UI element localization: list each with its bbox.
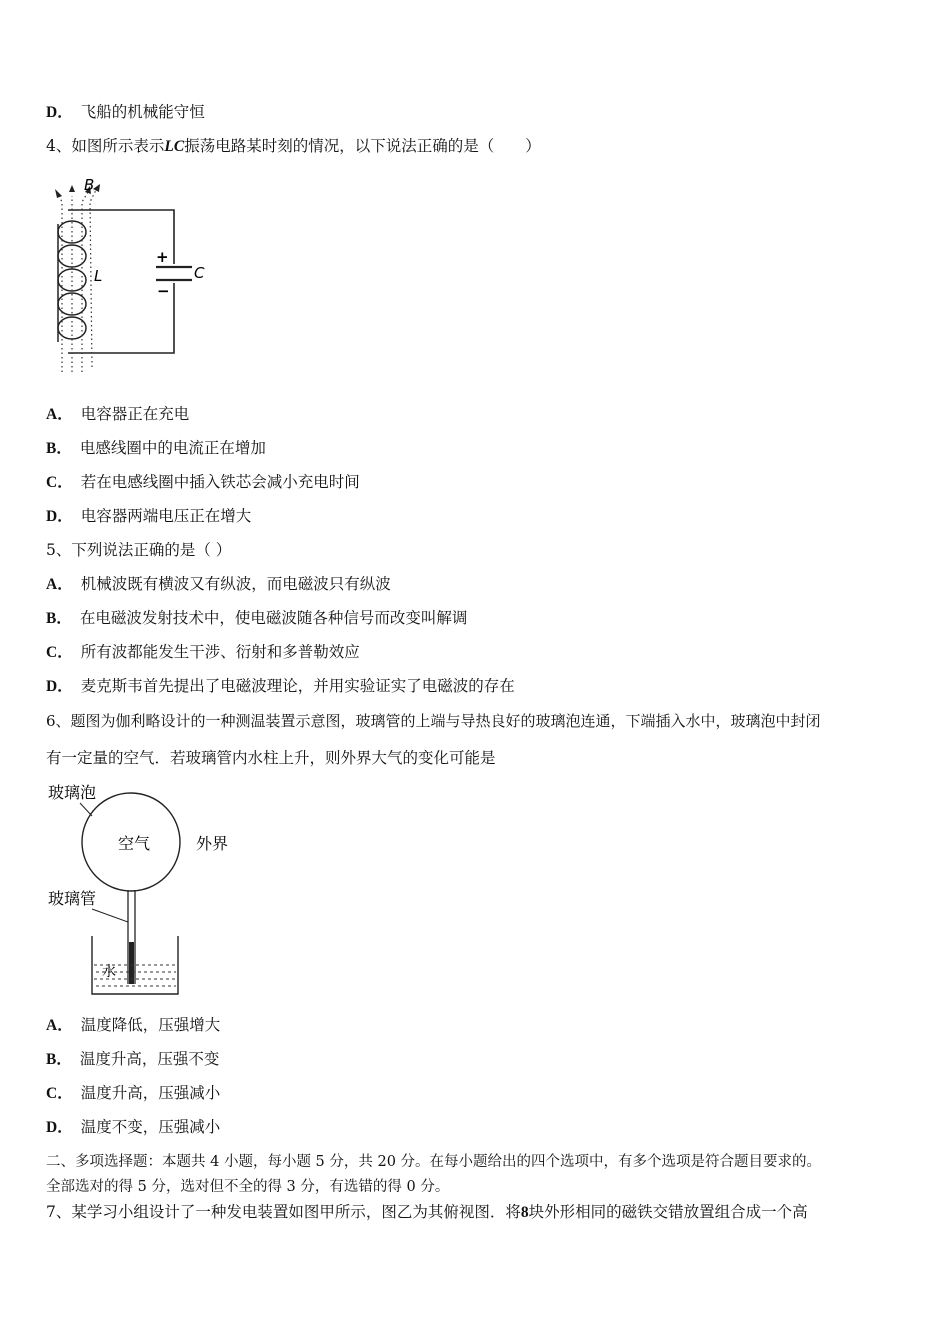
option-label: B．: [46, 440, 72, 457]
q4-option-d: [46, 506, 251, 527]
option-text: 麦克斯韦首先提出了电磁波理论，并用实验证实了电磁波的存在: [80, 677, 515, 695]
q7-stem-pre: 7、某学习小组设计了一种发电装置如图甲所示，图乙为其俯视图．将: [46, 1203, 521, 1221]
q4-stem-pre: 4、如图所示表示: [46, 137, 165, 155]
option-text: 温度不变，压强减小: [80, 1118, 221, 1136]
air-label: 空气: [118, 834, 151, 853]
q6-option-a: [46, 1015, 220, 1036]
section2-line1: 二、多项选择题：本题共 4 小题，每小题 5 分，共 20 分。在每小题给出的四个选项中，有多个选项是符合题目要求的。: [46, 1154, 822, 1170]
q4-stem-lc: LC: [164, 138, 185, 155]
outside-label: 外界: [196, 834, 229, 853]
option-text: 温度升高，压强不变: [79, 1050, 220, 1068]
option-label: D．: [46, 508, 73, 525]
option-label: C．: [46, 644, 73, 661]
option-text: 在电磁波发射技术中，使电磁波随各种信号而改变叫解调: [79, 609, 468, 627]
bulb-label: 玻璃泡: [48, 783, 97, 802]
q6-option-c: [46, 1083, 220, 1104]
option-label: A．: [46, 576, 73, 593]
thermometer-figure: [44, 776, 254, 1001]
option-label: C．: [46, 474, 73, 491]
option-text: 温度升高，压强减小: [80, 1084, 221, 1102]
q4-stem-post: 振荡电路某时刻的情况，以下说法正确的是（ ）: [184, 137, 541, 155]
label-l: L: [94, 267, 103, 285]
q5-option-c: [46, 642, 360, 663]
q6-option-b: [46, 1049, 219, 1070]
q4-option-a: [46, 404, 189, 425]
q6-stem-line2: 有一定量的空气．若玻璃管内水柱上升，则外界大气的变化可能是: [46, 749, 496, 767]
label-b: B: [84, 176, 95, 194]
option-label: B．: [46, 1051, 72, 1068]
label-c: C: [194, 264, 205, 282]
q4-option-b: [46, 438, 266, 459]
option-text: 机械波既有横波又有纵波，而电磁波只有纵波: [80, 575, 391, 593]
section2-line2: 全部选对的得 5 分，选对但不全的得 3 分，有选错的得 0 分。: [46, 1179, 450, 1195]
q6-stem-line1: 6、题图为伽利略设计的一种测温装置示意图，玻璃管的上端与导热良好的玻璃泡连通，下端插入水中，玻璃泡中封闭: [46, 712, 821, 730]
q7-stem-num: 8: [520, 1204, 529, 1221]
option-text: 电感线圈中的电流正在增加: [79, 439, 266, 457]
option-text: 飞船的机械能守恒: [80, 103, 205, 121]
magnetic-field-lines: [58, 190, 96, 372]
minus-sign: −: [157, 282, 170, 300]
plus-sign: +: [156, 248, 169, 266]
q5-option-d: [46, 676, 515, 697]
q7-stem: [46, 1202, 808, 1223]
q6-option-d: [46, 1117, 220, 1138]
option-label: A．: [46, 1017, 73, 1034]
option-text: 电容器两端电压正在增大: [80, 507, 252, 525]
q4-stem: [46, 136, 541, 157]
option-text: 温度降低，压强增大: [80, 1016, 221, 1034]
q3-option-d: [46, 102, 205, 123]
option-label: B．: [46, 610, 72, 627]
q5-option-b: [46, 608, 467, 629]
option-label: D．: [46, 678, 73, 695]
option-label: D．: [46, 1119, 73, 1136]
q4-option-c: [46, 472, 360, 493]
option-text: 所有波都能发生干涉、衍射和多普勒效应: [80, 643, 360, 661]
tube-label: 玻璃管: [48, 889, 97, 908]
option-label: A．: [46, 406, 73, 423]
q5-stem: 5、下列说法正确的是（ ）: [46, 541, 232, 559]
tube-leader: [92, 909, 128, 922]
option-label: D．: [46, 104, 73, 121]
water-label: 水: [102, 964, 116, 980]
q7-stem-post: 块外形相同的磁铁交错放置组合成一个高: [528, 1203, 808, 1221]
option-text: 电容器正在充电: [80, 405, 190, 423]
q5-option-a: [46, 574, 391, 595]
lc-circuit-figure: [40, 172, 230, 377]
water-column: [129, 942, 134, 984]
option-label: C．: [46, 1085, 73, 1102]
option-text: 若在电感线圈中插入铁芯会减小充电时间: [80, 473, 360, 491]
